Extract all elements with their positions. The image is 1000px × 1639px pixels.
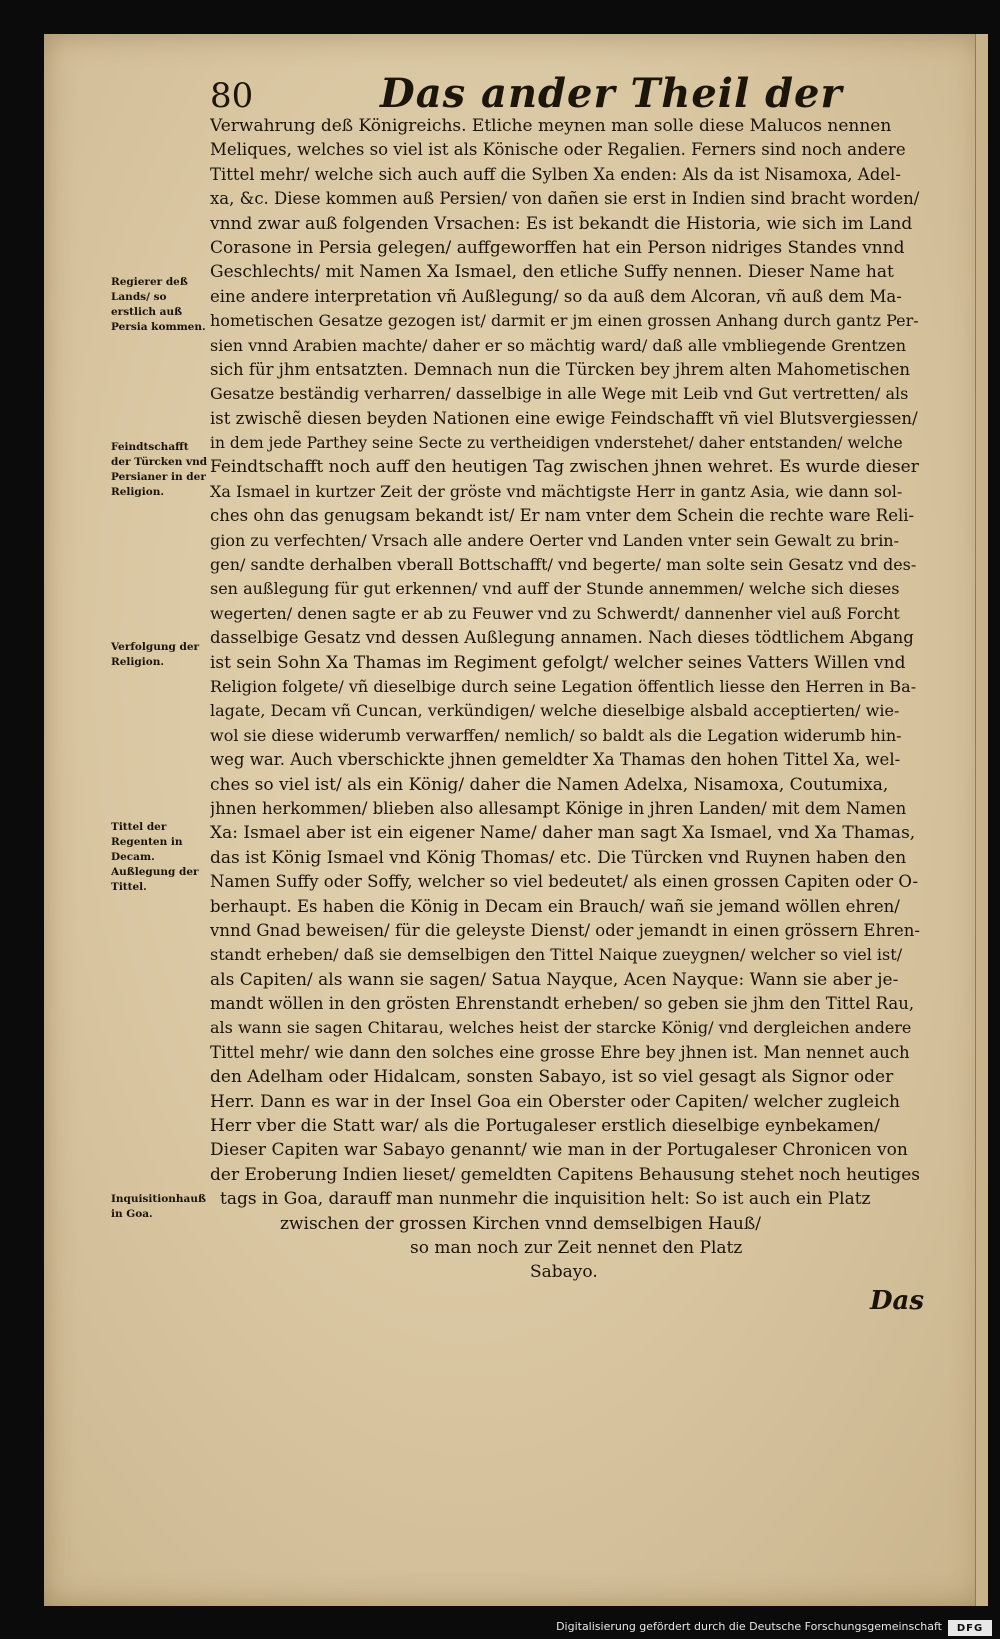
text-line: den Adelham oder Hidalcam, sonsten Sabayo, ist so viel gesagt als Signor oder — [210, 1067, 894, 1088]
text-line: Religion folgete/ vñ dieselbige durch seine Legation öffentlich liesse den Herren in Ba- — [210, 676, 917, 696]
text-line: Xa Ismael in kurtzer Zeit der gröste vnd mächtigste Herr in gantz Asia, wie dann sol- — [210, 481, 903, 501]
text-line: weg war. Auch vberschickte jhnen gemeldter Xa Thamas den hohen Tittel Xa, wel- — [210, 750, 901, 770]
text-line: Gesatze beständig verharren/ dasselbige in alle Wege mit Leib vnd Gut vertretten/ als — [210, 384, 909, 404]
text-line: eine andere interpretation vñ Außlegung/ so da auß dem Alcoran, vñ auß dem Ma- — [210, 286, 902, 306]
running-header: Das ander Theil der — [380, 70, 843, 117]
margin-note: Verfolgung der Religion. — [111, 641, 200, 668]
margin-note: Feindtschafft der Türcken vnd Persianer in der Religion. — [111, 441, 208, 498]
body-text — [210, 114, 920, 1285]
text-line: wol sie diese widerumb verwarffen/ nemlich/ so baldt als die Legation widerumb hin- — [210, 725, 902, 745]
text-line: tags in Goa, darauff man nunmehr die inquisition helt: So ist auch ein Platz — [220, 1189, 871, 1210]
text-line: mandt wöllen in den grösten Ehrenstandt erheben/ so geben sie jhm den Tittel Rau, — [210, 994, 915, 1014]
text-line: Tittel mehr/ wie dann den solches eine grosse Ehre bey jhnen ist. Man nennet auch — [210, 1042, 910, 1062]
text-line: als wann sie sagen Chitarau, welches heist der starcke König/ vnd dergleichen andere — [210, 1018, 912, 1038]
text-line: zwischen der grossen Kirchen vnnd demselbigen Hauß/ — [280, 1213, 761, 1234]
text-line: als Capiten/ als wann sie sagen/ Satua Nayque, Acen Nayque: Wann sie aber je- — [210, 969, 899, 990]
text-line: Tittel mehr/ welche sich auch auff die Sylben Xa enden: Als da ist Nisamoxa, Adel- — [210, 164, 901, 184]
text-line: das ist König Ismael vnd König Thomas/ etc. Die Türcken vnd Ruynen haben den — [210, 847, 907, 868]
text-line: Corasone in Persia gelegen/ auffgeworffen hat ein Person nidriges Standes vnnd — [210, 237, 905, 258]
text-line: Feindtschafft noch auff den heutigen Tag zwischen jhnen wehret. Es wurde dieser — [210, 457, 919, 478]
text-line: ches so viel ist/ als ein König/ daher die Namen Adelxa, Nisamoxa, Coutumixa, — [210, 774, 889, 795]
text-line: standt erheben/ daß sie demselbigen den Tittel Naique zueygnen/ welcher so viel ist/ — [210, 945, 903, 965]
text-line: gen/ sandte derhalben vberall Bottschafft/ vnd begerte/ man solte sein Gesatz vnd des- — [210, 555, 917, 575]
text-line: Namen Suffy oder Soffy, welcher so viel bedeutet/ als einen grossen Capiten oder O- — [210, 872, 919, 892]
margin-note: Inquisitionhauß in Goa. — [111, 1193, 206, 1220]
margin-note: Regierer deß Lands/ so erstlich auß Persia kommen. — [111, 276, 206, 333]
text-line: ist zwischẽ diesen beyden Nationen eine ewige Feindschafft vñ viel Blutsvergiessen/ — [210, 408, 918, 428]
text-line: lagate, Decam vñ Cuncan, verkündigen/ welche dieselbige alsbald acceptierten/ wie- — [210, 701, 900, 721]
text-line: berhaupt. Es haben die König in Decam ein Brauch/ wañ sie jemand wöllen ehren/ — [210, 896, 900, 916]
page-edge — [975, 34, 988, 1606]
text-line: wegerten/ denen sagte er ab zu Feuwer vnd zu Schwerdt/ dannenher viel auß Forcht — [210, 603, 900, 623]
text-line: hometischen Gesatze gezogen ist/ darmit er jm einen grossen Anhang durch gantz Per- — [210, 311, 919, 331]
text-line: der Eroberung Indien lieset/ gemeldten Capitens Behausung stehet noch heutiges — [210, 1164, 920, 1185]
text-line: sien vnnd Arabien machte/ daher er so mächtig ward/ daß alle vmbliegende Grentzen — [210, 335, 907, 355]
text-line: dasselbige Gesatz vnd dessen Außlegung annamen. Nach dieses tödtlichem Abgang — [210, 628, 914, 648]
dfg-logo-text: DFG — [956, 1622, 984, 1634]
text-line: ist sein Sohn Xa Thamas im Regiment gefolgt/ welcher seines Vatters Willen vnd — [210, 652, 906, 673]
text-line: sich für jhm entsatzten. Demnach nun die Türcken bey jhrem alten Mahometischen — [210, 359, 911, 379]
margin-note: Tittel der Regenten in Decam. Außlegung der Tittel. — [111, 821, 199, 893]
text-line: jhnen herkommen/ blieben also allesampt Könige in jhren Landen/ mit dem Namen — [210, 798, 907, 818]
text-line: ches ohn das genugsam bekandt ist/ Er nam vnter dem Schein die rechte ware Reli- — [210, 506, 915, 526]
page-number: 80 — [210, 76, 254, 116]
text-line: Sabayo. — [530, 1262, 598, 1283]
text-line: Meliques, welches so viel ist als Könische oder Regalien. Ferners sind noch andere — [210, 140, 906, 160]
text-line: xa, &c. Diese kommen auß Persien/ von dañen sie erst in Indien sind bracht worden/ — [210, 189, 920, 209]
text-line: sen außlegung für gut erkennen/ vnd auff der Stunde annemmen/ welche sich dieses — [210, 579, 900, 599]
text-line: in dem jede Parthey seine Secte zu vertheidigen vnderstehet/ daher entstanden/ welche — [210, 434, 903, 453]
text-line: Dieser Capiten war Sabayo genannt/ wie man in der Portugaleser Chronicen von — [210, 1140, 908, 1161]
text-line: Verwahrung deß Königreichs. Etliche meynen man solle diese Malucos nennen — [210, 116, 892, 136]
text-line: Geschlechts/ mit Namen Xa Ismael, den etliche Suffy nennen. Dieser Name hat — [210, 262, 894, 283]
text-line: so man noch zur Zeit nennet den Platz — [410, 1237, 743, 1258]
text-line: Herr. Dann es war in der Insel Goa ein Oberster oder Capiten/ welcher zugleich — [210, 1091, 900, 1112]
text-line: Xa: Ismael aber ist ein eigener Name/ daher man sagt Xa Ismael, vnd Xa Thamas, — [210, 823, 916, 844]
catchword: Das — [870, 1286, 925, 1316]
text-line: vnnd Gnad beweisen/ für die geleyste Dienst/ oder jemandt in einen grössern Ehren- — [210, 920, 920, 940]
text-line: vnnd zwar auß folgenden Vrsachen: Es ist bekandt die Historia, wie sich im Land — [210, 213, 913, 234]
digitization-credit: Digitalisierung gefördert durch die Deutsche Forschungsgemeinschaft — [556, 1620, 942, 1633]
dfg-logo — [948, 1620, 992, 1636]
text-line: gion zu verfechten/ Vrsach alle andere Oerter vnd Landen vnter sein Gewalt zu brin- — [210, 530, 900, 550]
text-line: Herr vber die Statt war/ als die Portugaleser erstlich dieselbige eynbekamen/ — [210, 1116, 880, 1137]
